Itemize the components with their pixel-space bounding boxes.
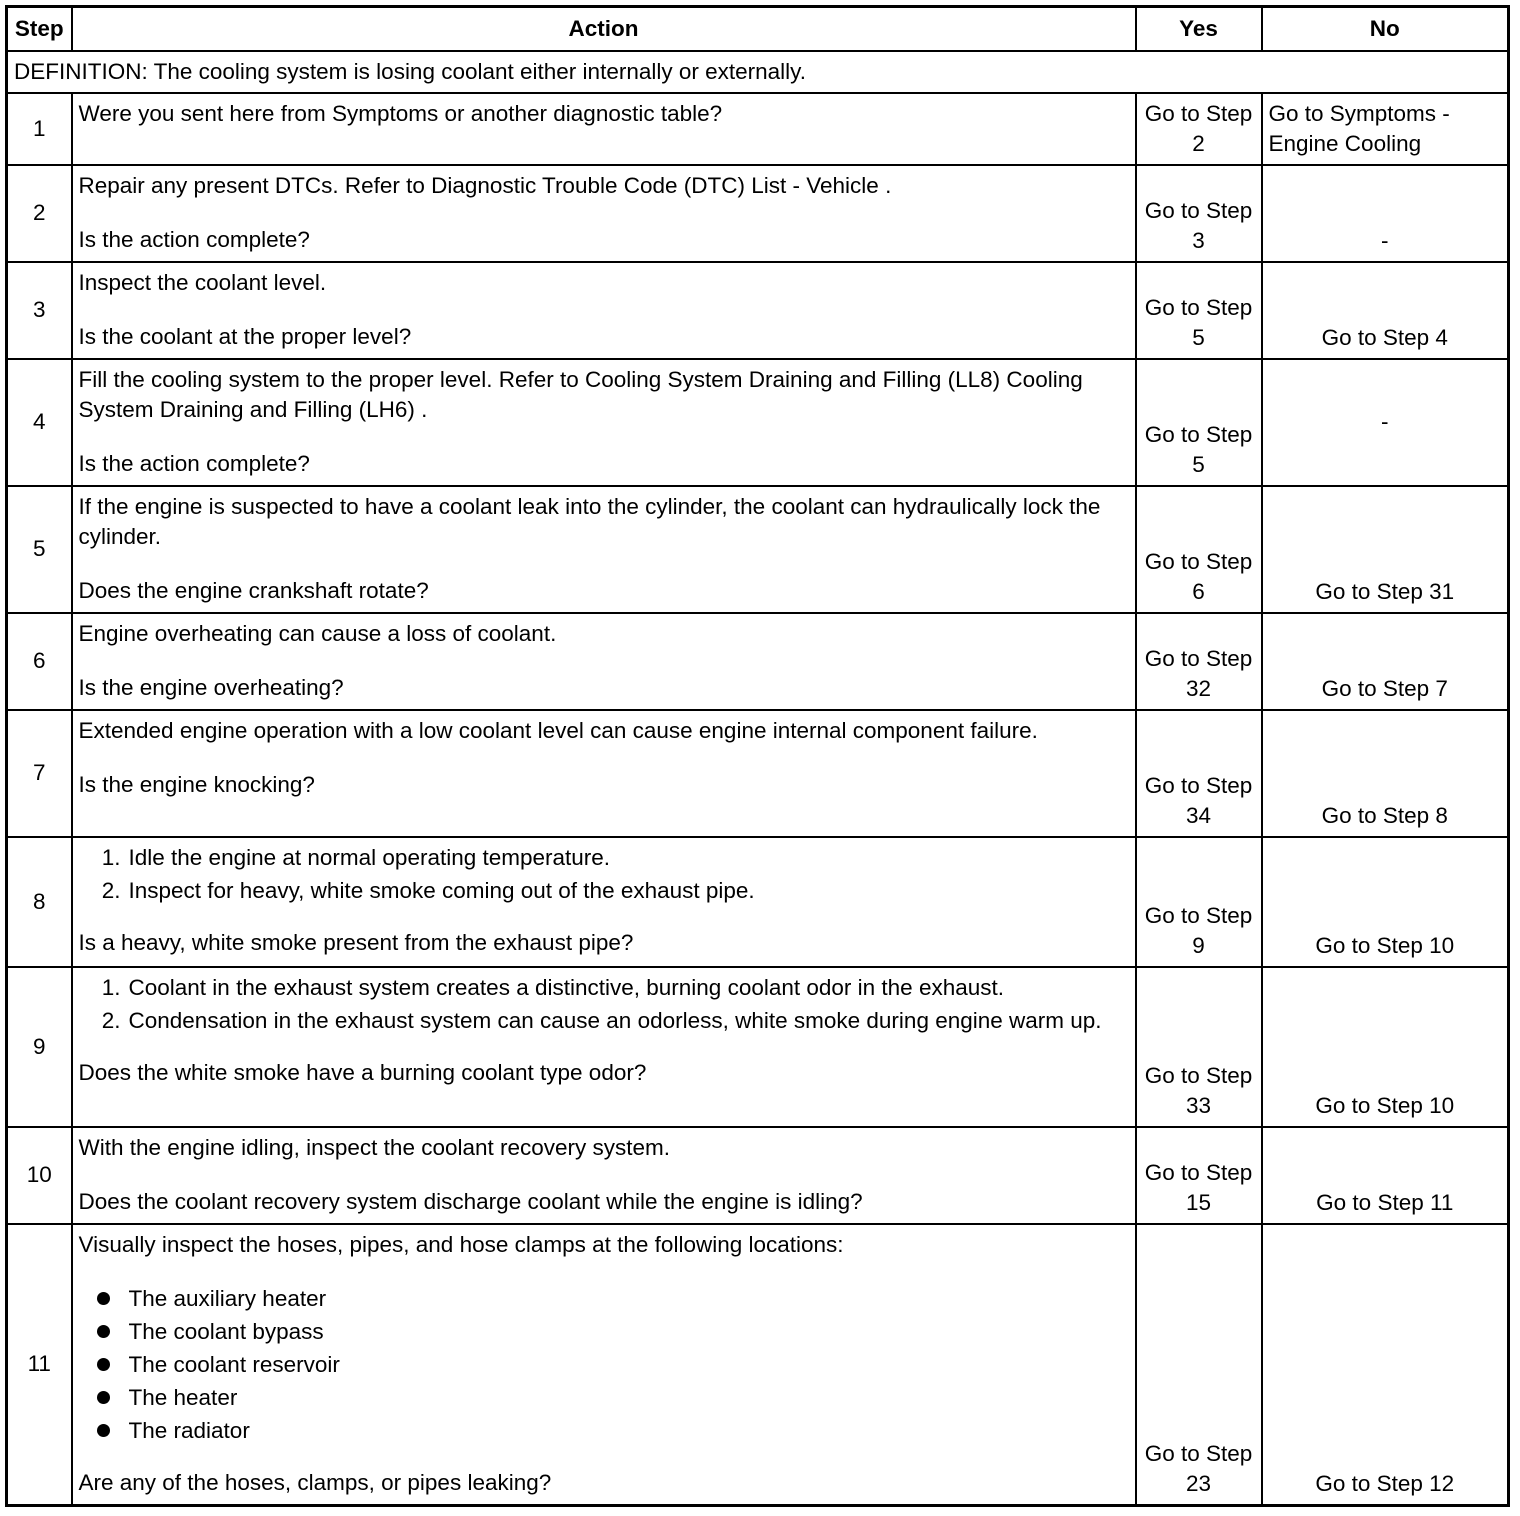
definition-row: [7, 51, 1509, 93]
no-result: Go to Step 10: [1262, 837, 1509, 967]
header-yes: Yes: [1136, 7, 1262, 51]
action-text: If the engine is suspected to have a coolant leak into the cylinder, the coolant can hydraulically lock the cylinder.: [78, 493, 1101, 549]
list-item-text: The coolant bypass: [128, 1318, 324, 1344]
bullet-icon: [79, 1350, 129, 1380]
diagnostic-table: [5, 5, 1510, 1507]
list-item: 1. Idle the engine at normal operating temperature.: [79, 843, 1129, 873]
header-step: Step: [7, 7, 72, 51]
question-text: Does the engine crankshaft rotate?: [78, 577, 429, 603]
action-cell: [72, 165, 1136, 262]
bullet-icon: [79, 1383, 129, 1413]
list-item: [79, 1317, 1129, 1347]
no-result: Go to Step 10: [1262, 967, 1509, 1127]
no-result: Go to Step 11: [1262, 1127, 1509, 1224]
question-text: Does the coolant recovery system discharge coolant while the engine is idling?: [78, 1188, 863, 1214]
yes-result: Go to Step 9: [1136, 837, 1262, 967]
bullet-icon: [79, 1416, 129, 1446]
no-result: -: [1262, 359, 1509, 486]
table-row: [7, 486, 1509, 613]
step-number: 9: [7, 967, 72, 1127]
bullet-list: [79, 1284, 1129, 1446]
yes-result: Go to Step 34: [1136, 710, 1262, 837]
list-item: [79, 1383, 1129, 1413]
list-item-text: The auxiliary heater: [128, 1285, 327, 1311]
list-item-text: Inspect for heavy, white smoke coming out of the exhaust pipe.: [128, 877, 755, 903]
yes-result: Go to Step 3: [1136, 165, 1262, 262]
table-row: [7, 359, 1509, 486]
action-cell: [72, 1127, 1136, 1224]
table-row: [7, 613, 1509, 710]
no-result: Go to Step 12: [1262, 1224, 1509, 1506]
list-item-text: The coolant reservoir: [128, 1351, 340, 1377]
no-result: -: [1262, 165, 1509, 262]
list-item: 2. Inspect for heavy, white smoke coming out of the exhaust pipe.: [79, 876, 1129, 906]
question-text: Is a heavy, white smoke present from the exhaust pipe?: [78, 929, 634, 955]
action-cell: [72, 710, 1136, 837]
list-item: [79, 1284, 1129, 1314]
no-result: Go to Symptoms - Engine Cooling: [1262, 93, 1509, 165]
header-no: No: [1262, 7, 1509, 51]
step-number: 8: [7, 837, 72, 967]
yes-result: Go to Step 2: [1136, 93, 1262, 165]
action-text: Visually inspect the hoses, pipes, and hose clamps at the following locations:: [78, 1231, 844, 1257]
list-item: [79, 1416, 1129, 1446]
action-text: Fill the cooling system to the proper level. Refer to Cooling System Draining and Filling (LL8) Cooling System Draining and Filling (LH6) .: [78, 366, 1083, 422]
step-number: 7: [7, 710, 72, 837]
table-row: [7, 262, 1509, 359]
action-cell: [72, 359, 1136, 486]
action-text: Engine overheating can cause a loss of coolant.: [78, 620, 557, 646]
list-item: 1. Coolant in the exhaust system creates a distinctive, burning coolant odor in the exhaust.: [79, 973, 1129, 1003]
no-result: Go to Step 8: [1262, 710, 1509, 837]
step-number: 2: [7, 165, 72, 262]
question-text: Is the action complete?: [78, 450, 310, 476]
table-row: [7, 1224, 1509, 1506]
step-number: 5: [7, 486, 72, 613]
yes-result: Go to Step 32: [1136, 613, 1262, 710]
step-number: 4: [7, 359, 72, 486]
action-text: Were you sent here from Symptoms or another diagnostic table?: [72, 93, 1136, 165]
step-number: 1: [7, 93, 72, 165]
numbered-list: [79, 973, 1129, 1036]
table-row: [7, 837, 1509, 967]
definition-text: DEFINITION: The cooling system is losing coolant either internally or externally.: [7, 51, 1509, 93]
table-row: [7, 967, 1509, 1127]
yes-result: Go to Step 23: [1136, 1224, 1262, 1506]
step-number: 11: [7, 1224, 72, 1506]
table-row: [7, 165, 1509, 262]
step-number: 10: [7, 1127, 72, 1224]
diagnostic-table-wrapper: [5, 5, 1510, 1507]
table-header-row: [7, 7, 1509, 51]
table-row: [7, 93, 1509, 165]
action-cell: [72, 837, 1136, 967]
question-text: Is the engine overheating?: [78, 674, 344, 700]
yes-result: Go to Step 6: [1136, 486, 1262, 613]
question-text: Does the white smoke have a burning coolant type odor?: [78, 1059, 647, 1085]
action-cell: [72, 262, 1136, 359]
yes-result: Go to Step 33: [1136, 967, 1262, 1127]
action-cell: [72, 967, 1136, 1127]
action-text: Extended engine operation with a low coolant level can cause engine internal component failure.: [78, 717, 1038, 743]
list-item: 2. Condensation in the exhaust system can cause an odorless, white smoke during engine warm up.: [79, 1006, 1129, 1036]
step-number: 6: [7, 613, 72, 710]
action-text: Inspect the coolant level.: [78, 269, 327, 295]
list-item-text: The heater: [128, 1384, 238, 1410]
question-text: Is the coolant at the proper level?: [78, 323, 412, 349]
no-result: Go to Step 4: [1262, 262, 1509, 359]
action-text: With the engine idling, inspect the coolant recovery system.: [78, 1134, 671, 1160]
question-text: Is the action complete?: [78, 226, 310, 252]
no-result: Go to Step 7: [1262, 613, 1509, 710]
step-number: 3: [7, 262, 72, 359]
numbered-list: [79, 843, 1129, 906]
question-text: Are any of the hoses, clamps, or pipes leaking?: [78, 1469, 552, 1495]
yes-result: Go to Step 5: [1136, 262, 1262, 359]
action-cell: [72, 1224, 1136, 1506]
list-item-text: Idle the engine at normal operating temperature.: [128, 844, 611, 870]
table-row: [7, 1127, 1509, 1224]
list-item-text: Condensation in the exhaust system can cause an odorless, white smoke during engine warm up.: [128, 1007, 1102, 1033]
action-text: Repair any present DTCs. Refer to Diagnostic Trouble Code (DTC) List - Vehicle .: [78, 172, 892, 198]
action-cell: [72, 486, 1136, 613]
header-action: Action: [72, 7, 1136, 51]
list-item: [79, 1350, 1129, 1380]
yes-result: Go to Step 15: [1136, 1127, 1262, 1224]
bullet-icon: [79, 1317, 129, 1347]
question-text: Is the engine knocking?: [78, 771, 315, 797]
table-row: [7, 710, 1509, 837]
yes-result: Go to Step 5: [1136, 359, 1262, 486]
list-item-text: Coolant in the exhaust system creates a distinctive, burning coolant odor in the exhaust.: [128, 974, 1005, 1000]
action-cell: [72, 613, 1136, 710]
list-item-text: The radiator: [128, 1417, 250, 1443]
no-result: Go to Step 31: [1262, 486, 1509, 613]
bullet-icon: [79, 1284, 129, 1314]
